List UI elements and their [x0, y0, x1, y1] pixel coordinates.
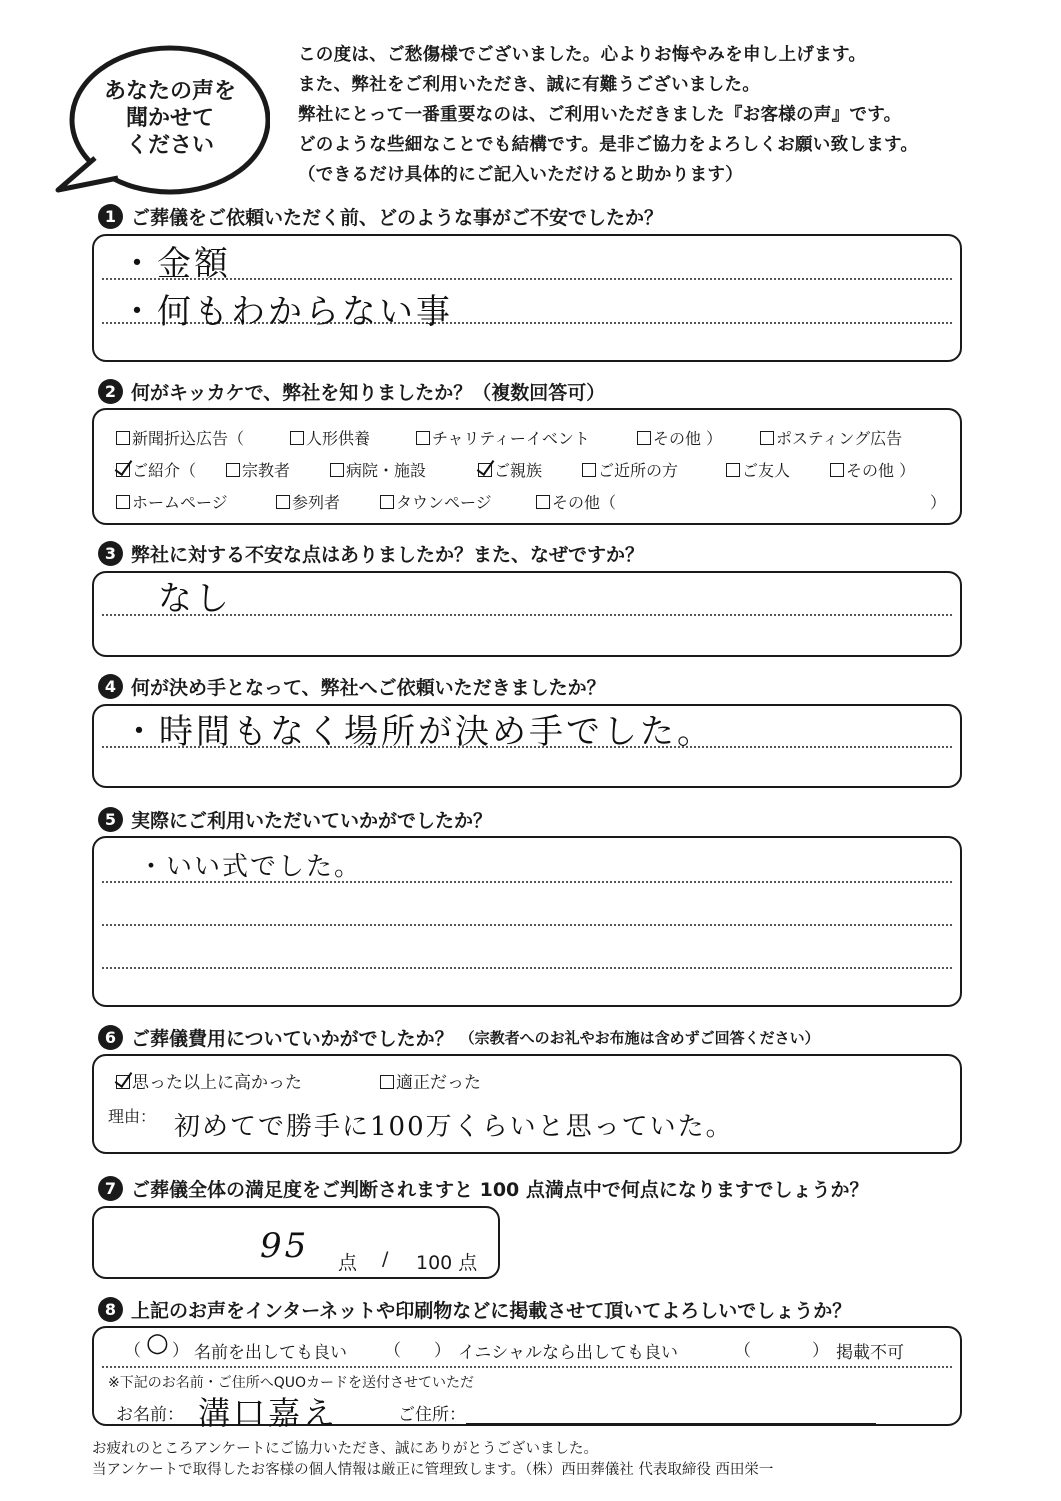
option-label: 思った以上に高かった [132, 1073, 302, 1093]
question-text: 上記のお声をインターネットや印刷物などに掲載させて頂いてよろしいでしょうか？ [131, 1300, 852, 1322]
bubble-line: ください [125, 133, 214, 158]
intro-line: 弊社にとって一番重要なのは、ご利用いただきました『お客様の声』です。 [298, 105, 902, 125]
question-number: 1 [98, 204, 123, 229]
question-3-title [98, 540, 644, 567]
option-label: ご紹介（ [132, 461, 197, 480]
question-2-options-box [92, 408, 962, 525]
option-homepage[interactable] [116, 490, 228, 513]
answer-line [102, 967, 952, 969]
footer-line: 当アンケートで取得したお客様の個人情報は厳正に管理致します。（株）西田葬儀社 代表取締役 西田栄一 [92, 1462, 774, 1478]
option-label: その他 ） [846, 461, 916, 480]
option-label: 新聞折込広告（ [132, 429, 245, 448]
option-label: チャリティーイベント [432, 429, 590, 448]
name-label: お名前： [116, 1405, 184, 1425]
handwritten-answer: ・いい式でした。 [138, 852, 363, 882]
option-posting-ad[interactable] [760, 426, 902, 449]
question-text: 実際にご利用いただいていかがでしたか？ [131, 810, 493, 832]
question-2-title [98, 378, 605, 405]
question-number: 4 [98, 674, 123, 699]
option-other-3-close: ） [930, 493, 947, 512]
reason-label: 理由： [108, 1107, 157, 1126]
intro-line: また、弊社をご利用いただき、誠に有難うございました。 [298, 75, 761, 95]
handwritten-answer: ・金額 [120, 244, 231, 284]
checkbox-icon[interactable] [380, 495, 394, 509]
option-label: ホームページ [132, 493, 228, 512]
option-label: ご友人 [742, 461, 791, 480]
option-not-publish[interactable]: 掲載不可 [836, 1343, 904, 1363]
checkbox-icon[interactable] [276, 495, 290, 509]
option-religious[interactable] [226, 458, 290, 481]
intro-line: どのような些細なことでも結構です。是非ご協力をよろしくお願い致します。 [298, 135, 919, 155]
question-7-title [98, 1175, 868, 1202]
paren-open: （ [124, 1341, 141, 1361]
question-4-title [98, 673, 606, 700]
quo-card-notice: ※下記のお名前・ご住所へQUOカードを送付させていただ [108, 1375, 475, 1391]
option-label: ご親族 [494, 461, 543, 480]
checkbox-icon[interactable] [637, 431, 651, 445]
question-6-title [98, 1024, 820, 1051]
bubble-line: 聞かせて [125, 106, 214, 131]
option-initials-ok[interactable]: イニシャルなら出しても良い [458, 1343, 678, 1363]
address-field[interactable] [466, 1392, 876, 1424]
handwritten-answer: なし [158, 579, 232, 619]
question-text: ご葬儀費用についていかがでしたか？ [131, 1028, 454, 1050]
checkbox-icon[interactable] [536, 495, 550, 509]
question-1-answer-box[interactable] [92, 234, 962, 362]
checkbox-icon[interactable] [380, 1075, 394, 1089]
option-attendee[interactable] [276, 490, 340, 513]
question-note: （宗教者へのお礼やお布施は含めずご回答ください） [459, 1029, 820, 1047]
intro-text [298, 40, 1038, 190]
option-reasonable[interactable] [380, 1068, 481, 1093]
option-other-1[interactable] [637, 426, 722, 449]
handwritten-answer: ・何もわからない事 [120, 292, 453, 332]
checkbox-icon[interactable] [582, 463, 596, 477]
option-hospital[interactable] [330, 458, 426, 481]
answer-line [102, 924, 952, 926]
footer-line: お疲れのところアンケートにご協力いただき、誠にありがとうございました。 [92, 1441, 599, 1457]
option-townpage[interactable] [380, 490, 492, 513]
question-number: 6 [98, 1025, 123, 1050]
score-unit: 点 [338, 1252, 358, 1274]
question-4-answer-box[interactable] [92, 704, 962, 788]
option-label: 人形供養 [306, 429, 371, 448]
option-label: 宗教者 [242, 461, 291, 480]
option-other-3[interactable] [536, 490, 616, 513]
option-label: タウンページ [396, 493, 492, 512]
question-8-title [98, 1296, 851, 1323]
score-box[interactable] [92, 1206, 500, 1279]
question-text: 何が決め手となって、弊社へご依頼いただきましたか？ [131, 677, 606, 699]
checkbox-icon[interactable] [726, 463, 740, 477]
option-name-ok[interactable]: 名前を出しても良い [194, 1343, 347, 1363]
checkbox-icon[interactable] [226, 463, 240, 477]
question-6-answer-box [92, 1054, 962, 1154]
option-relatives[interactable] [478, 458, 542, 481]
checkbox-icon[interactable] [116, 495, 130, 509]
intro-line: この度は、ご愁傷様でございました。心よりお悔やみを申し上げます。 [298, 45, 867, 65]
option-other-2[interactable] [830, 458, 915, 481]
option-referral[interactable] [116, 458, 196, 481]
option-neighbors[interactable] [582, 458, 678, 481]
checkbox-checked-icon[interactable] [116, 463, 130, 477]
handwritten-circle-mark[interactable]: ○ [146, 1328, 171, 1358]
checkbox-checked-icon[interactable] [478, 463, 492, 477]
handwritten-score: 95 [260, 1226, 310, 1266]
score-total: 100 点 [416, 1252, 478, 1274]
option-charity-event[interactable] [416, 426, 590, 449]
paren-open: （ [384, 1341, 401, 1361]
divider-line [102, 1366, 952, 1368]
option-too-expensive[interactable] [116, 1068, 302, 1093]
handwritten-name[interactable]: 溝口嘉え [198, 1394, 339, 1432]
paren-close: ） [434, 1341, 451, 1361]
question-number: 2 [98, 379, 123, 404]
question-number: 5 [98, 807, 123, 832]
question-text: ご葬儀全体の満足度をご判断されますと 100 点満点中で何点になりますでしょうか？ [131, 1179, 869, 1201]
question-text: 弊社に対する不安な点はありましたか？また、なぜですか？ [131, 544, 645, 566]
option-label: その他 ） [653, 429, 723, 448]
paren-open: （ [734, 1341, 751, 1361]
address-label: ご住所： [398, 1405, 466, 1425]
question-number: 8 [98, 1297, 123, 1322]
checkbox-icon[interactable] [116, 431, 130, 445]
bubble-text [90, 78, 250, 159]
paren-close: ） [812, 1341, 829, 1361]
score-slash: / [382, 1248, 389, 1270]
checkbox-checked-icon[interactable] [116, 1075, 130, 1089]
checkbox-icon[interactable] [830, 463, 844, 477]
question-1-title [98, 203, 663, 230]
handwritten-reason[interactable]: 初めてで勝手に100万くらいと思っていた。 [174, 1112, 734, 1142]
option-label: ご近所の方 [598, 461, 679, 480]
speech-bubble [40, 40, 270, 210]
intro-line: （できるだけ具体的にご記入いただけると助かります） [298, 165, 743, 185]
option-label: 適正だった [396, 1073, 481, 1093]
option-doll-memorial[interactable] [290, 426, 370, 449]
bubble-line: あなたの声を [103, 79, 236, 104]
paren-close: ） [172, 1341, 189, 1361]
checkbox-icon[interactable] [760, 431, 774, 445]
question-number: 7 [98, 1176, 123, 1201]
footer [92, 1439, 773, 1481]
handwritten-answer: ・時間もなく場所が決め手でした。 [122, 712, 714, 752]
question-text: 何がキッカケで、弊社を知りましたか？（複数回答可） [131, 382, 606, 404]
checkbox-icon[interactable] [290, 431, 304, 445]
question-5-title [98, 806, 492, 833]
question-3-answer-box[interactable] [92, 571, 962, 657]
option-friends[interactable] [726, 458, 790, 481]
option-label: ポスティング広告 [776, 429, 903, 448]
checkbox-icon[interactable] [330, 463, 344, 477]
checkbox-icon[interactable] [416, 431, 430, 445]
option-label: その他（ [552, 493, 617, 512]
question-number: 3 [98, 541, 123, 566]
question-text: ご葬儀をご依頼いただく前、どのような事がご不安でしたか？ [131, 207, 664, 229]
question-5-answer-box[interactable] [92, 836, 962, 1007]
question-8-box [92, 1326, 962, 1432]
option-label: 病院・施設 [346, 461, 427, 480]
option-label: 参列者 [292, 493, 341, 512]
option-newspaper[interactable] [116, 426, 244, 449]
